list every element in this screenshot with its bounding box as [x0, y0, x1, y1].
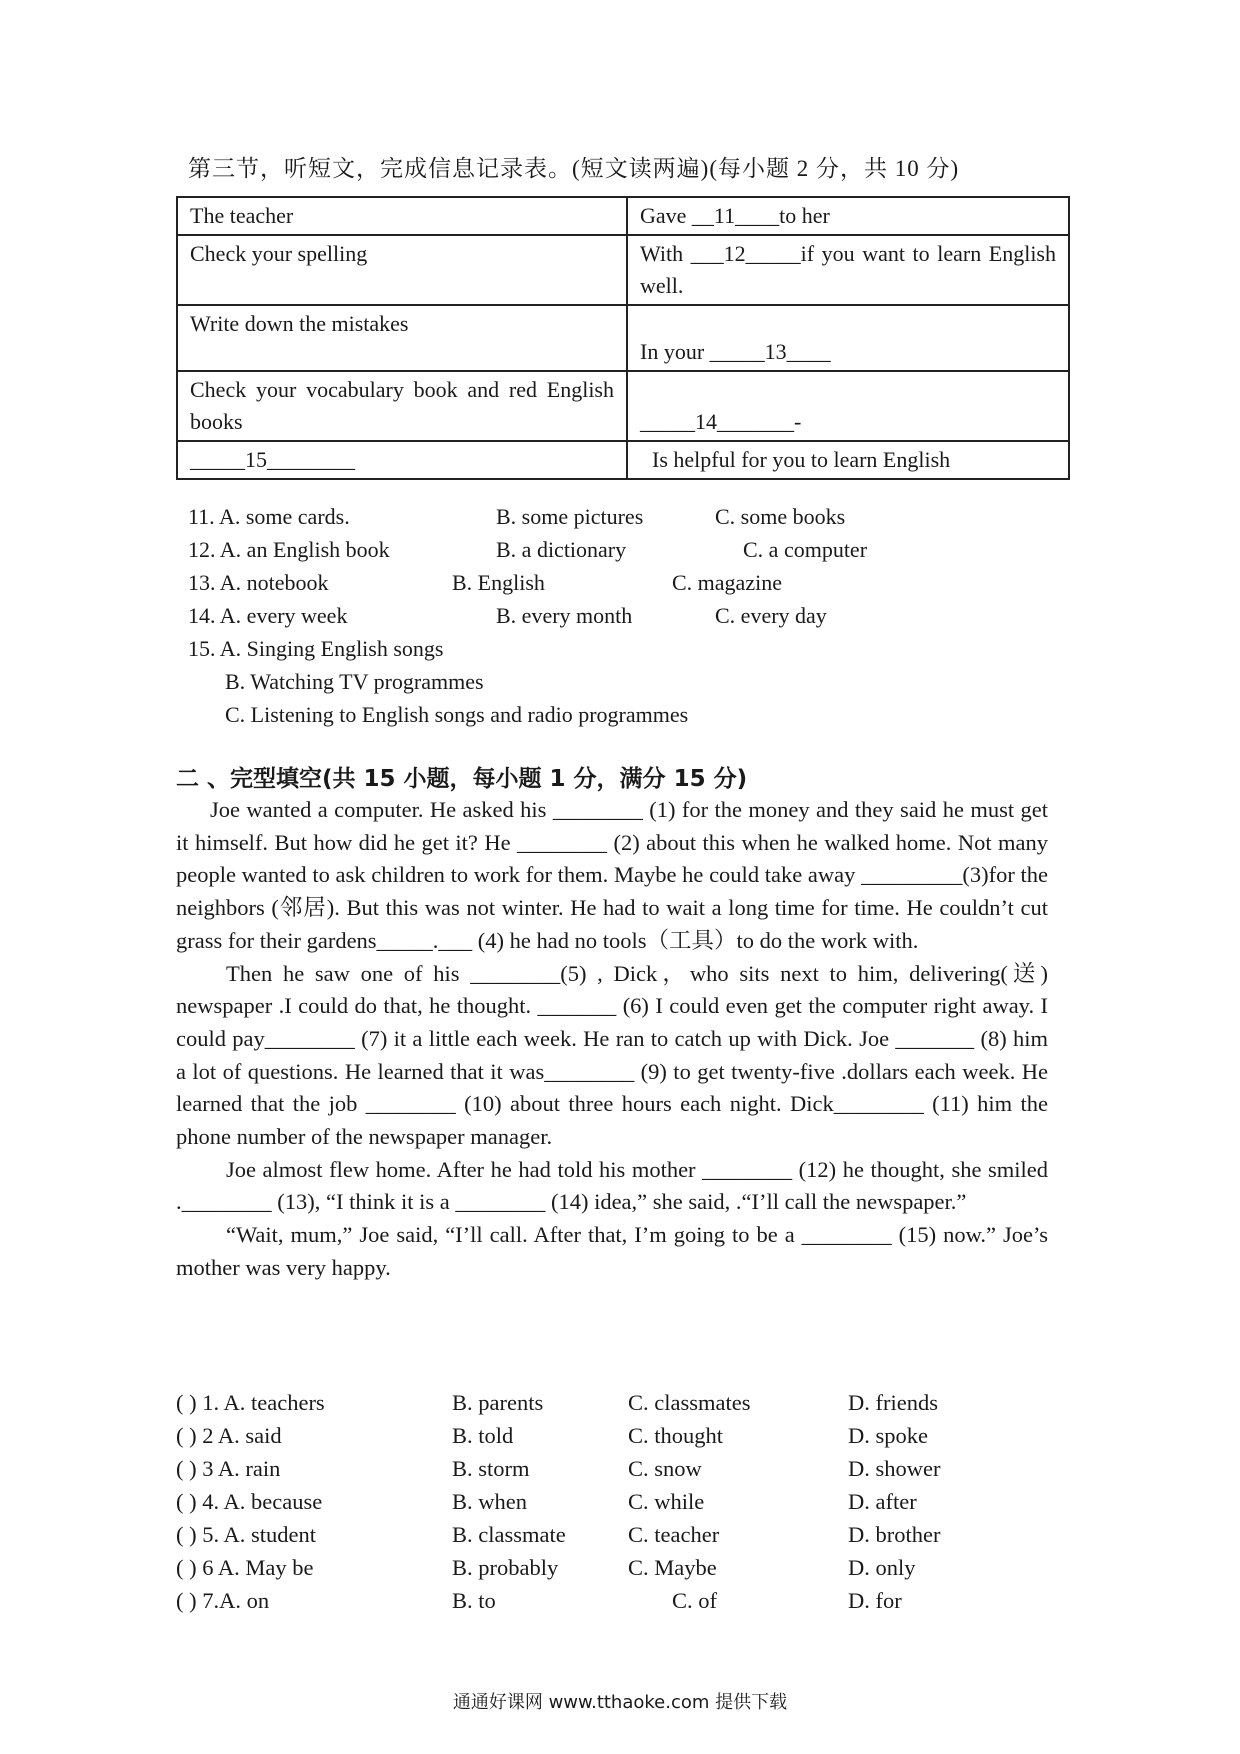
option-c: C. some books — [715, 504, 846, 529]
table-row — [177, 197, 1069, 235]
table-cell: Gave __11____to her — [627, 197, 1069, 235]
table-cell: Is helpful for you to learn English — [627, 441, 1069, 479]
option-a: 12. A. an English book — [188, 537, 390, 562]
table-row — [177, 305, 1069, 371]
option-c: C. a computer — [743, 537, 868, 562]
passage-paragraph: Then he saw one of his ________(5) , Dick，who sits next to him, delivering(送) newspaper .I could do that, he thought. _______ (6) I could even get the computer right away. I could pay________ (7) it a little each week. He ran to catch up with Dick. Joe _______ (8) him a lot of questions. He learned that it was________ (9) to get twenty-five .dollars each week. He learned that the job ________ (10) about three hours each night. Dick________ (11) him the phone number of the newspaper manager. — [176, 960, 1048, 1150]
option-a: 14. A. every week — [188, 603, 348, 628]
choice-a: ( ) 3 A. rain — [176, 1456, 281, 1481]
choice-b: B. classmate — [452, 1522, 566, 1547]
choice-b: B. storm — [452, 1456, 530, 1481]
passage-paragraph: Joe almost flew home. After he had told his mother ________ (12) he thought, she smiled .________ (13), “I think it is a ________ (14) idea,” she said, .“I’ll call the newspaper.” — [176, 1156, 1048, 1215]
choice-d: D. brother — [848, 1522, 941, 1547]
choice-d: D. only — [848, 1555, 916, 1580]
choice-b: B. probably — [452, 1555, 559, 1580]
option-b: B. Watching TV programmes — [225, 669, 484, 694]
part-title: 二 、完型填空(共 15 小题，每小题 1 分，满分 15 分) — [176, 766, 748, 792]
choice-b: B. when — [452, 1489, 527, 1514]
table-cell: _____15________ — [177, 441, 627, 479]
choice-a: ( ) 2 A. said — [176, 1423, 282, 1448]
choice-b: B. told — [452, 1423, 514, 1448]
choice-d: D. shower — [848, 1456, 941, 1481]
table-cell: The teacher — [177, 197, 627, 235]
choice-c: C. while — [628, 1489, 705, 1514]
table-cell: With ___12_____if you want to learn English well. — [627, 235, 1069, 305]
choice-c: C. classmates — [628, 1390, 751, 1415]
choice-d: D. for — [848, 1588, 902, 1613]
option-b: B. a dictionary — [496, 537, 627, 562]
passage-paragraph: “Wait, mum,” Joe said, “I’ll call. After that, I’m going to be a ________ (15) now.” Joe’s mother was very happy. — [176, 1222, 1048, 1280]
choice-a: ( ) 1. A. teachers — [176, 1390, 325, 1415]
choice-d: D. friends — [848, 1390, 938, 1415]
option-a: 13. A. notebook — [188, 570, 329, 595]
choice-a: ( ) 4. A. because — [176, 1489, 323, 1514]
info-record-table — [176, 196, 1070, 480]
table-row — [177, 371, 1069, 441]
choice-c: C. teacher — [628, 1522, 720, 1547]
option-a: 11. A. some cards. — [188, 504, 350, 529]
option-b: B. some pictures — [496, 504, 644, 529]
choice-b: B. to — [452, 1588, 496, 1613]
choice-c: C. Maybe — [628, 1555, 717, 1580]
choice-c: C. thought — [628, 1423, 724, 1448]
choice-a: ( ) 6 A. May be — [176, 1555, 314, 1580]
footer-credit: 通通好课网 www.tthaoke.com 提供下载 — [452, 1692, 788, 1713]
table-cell: Check your vocabulary book and red English books — [177, 371, 627, 441]
passage-paragraph: Joe wanted a computer. He asked his ________ (1) for the money and they said he must get it himself. But how did he get it? He ________ (2) about this when he walked home. Not many people wanted to ask children to work for them. Maybe he could take away _________(3)for the neighbors (邻居). But this was not winter. He had to wait a long time for time. He couldn’t cut grass for their gardens_____.___ (4) he had no tools（工具）to do the work with. — [176, 797, 1048, 953]
choice-a: ( ) 5. A. student — [176, 1522, 316, 1547]
option-c: C. magazine — [672, 570, 782, 595]
section-title: 第三节，听短文，完成信息记录表。(短文读两遍)(每小题 2 分，共 10 分) — [188, 156, 960, 181]
choice-d: D. after — [848, 1489, 917, 1514]
choice-b: B. parents — [452, 1390, 544, 1415]
choice-d: D. spoke — [848, 1423, 928, 1448]
cloze-passage — [176, 794, 1048, 1285]
choice-c: C. snow — [628, 1456, 702, 1481]
table-cell: _____14_______- — [627, 371, 1069, 441]
option-b: B. English — [452, 570, 545, 595]
table-cell: Check your spelling — [177, 235, 627, 305]
table-cell: In your _____13____ — [627, 305, 1069, 371]
option-c: C. every day — [715, 603, 827, 628]
choice-a: ( ) 7.A. on — [176, 1588, 270, 1613]
table-row — [177, 235, 1069, 305]
choice-c: C. of — [672, 1588, 717, 1613]
option-c: C. Listening to English songs and radio programmes — [225, 702, 689, 727]
option-a: 15. A. Singing English songs — [188, 636, 444, 661]
table-row — [177, 441, 1069, 479]
table-cell: Write down the mistakes — [177, 305, 627, 371]
option-b: B. every month — [496, 603, 633, 628]
